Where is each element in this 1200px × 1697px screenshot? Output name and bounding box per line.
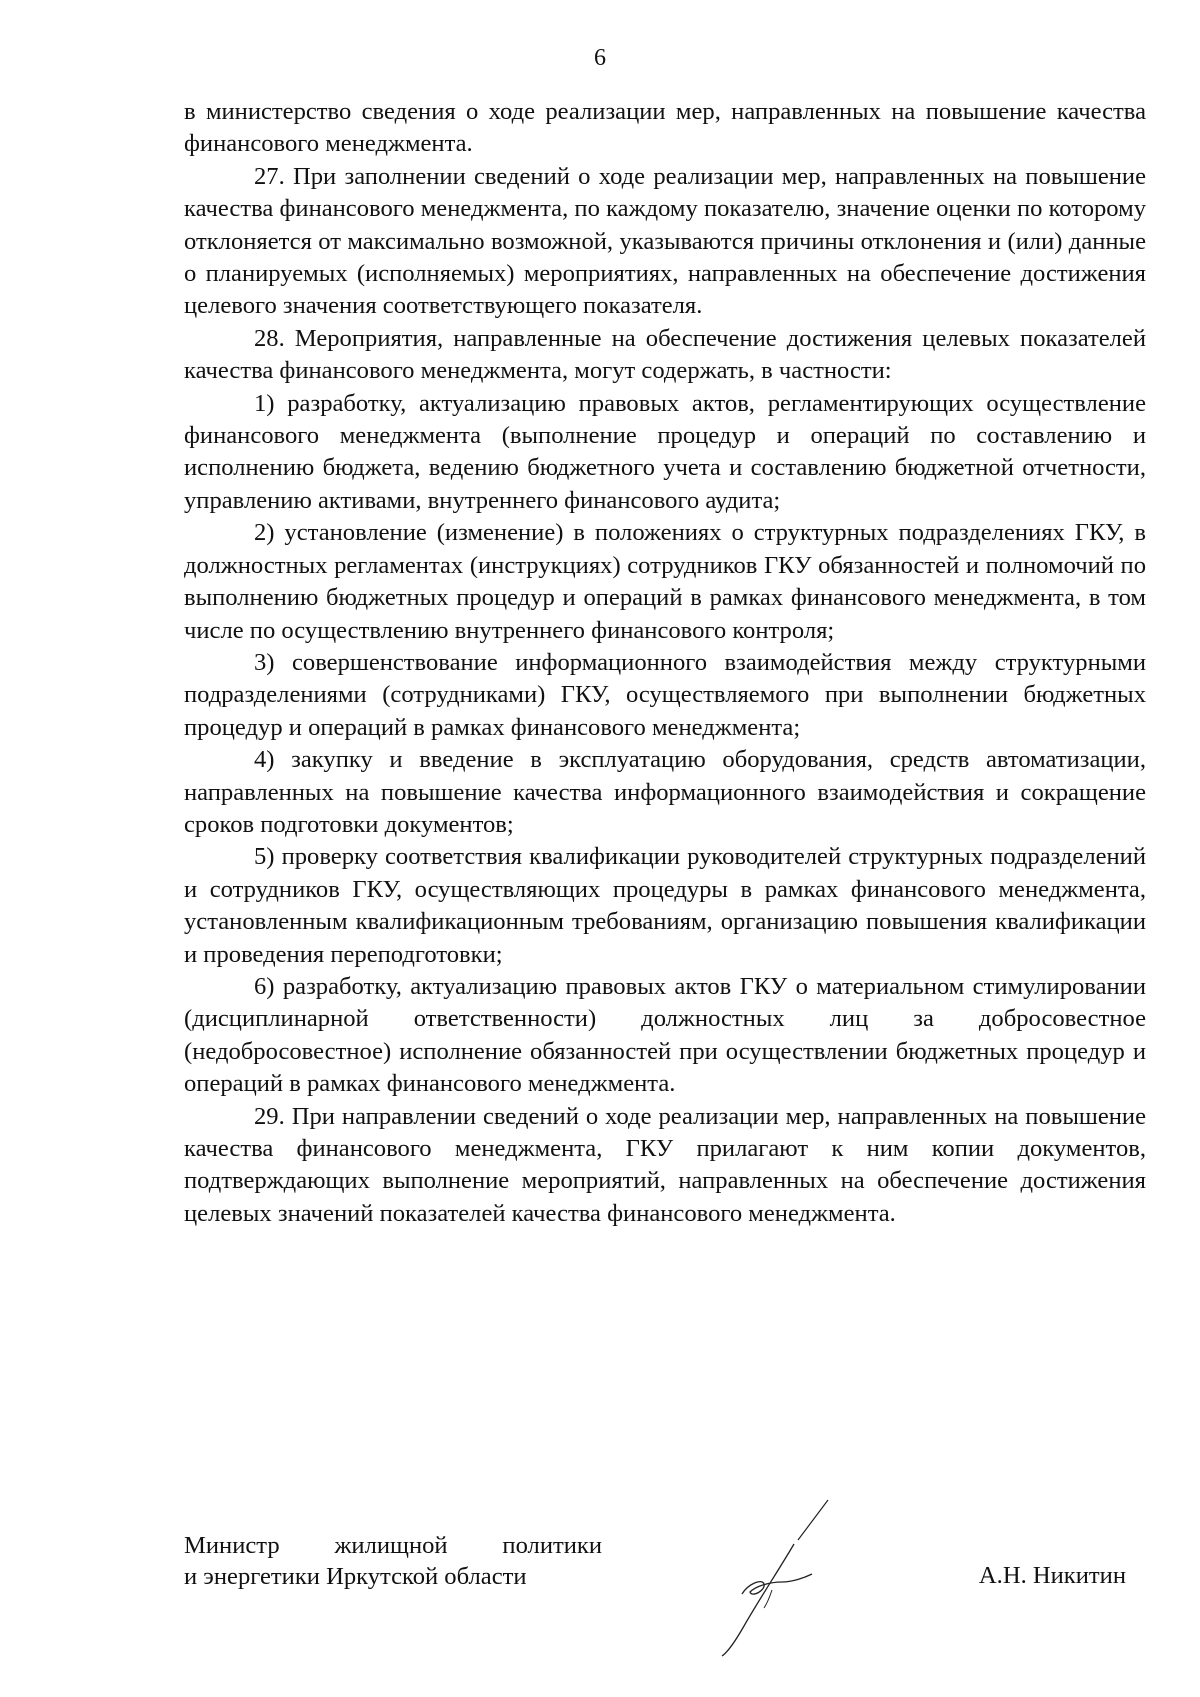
signatory-position xyxy=(184,1530,602,1592)
handwritten-signature xyxy=(700,1498,860,1658)
paragraph: в министерство сведения о ходе реализации мер, направленных на повышение качества финансового менеджмента. xyxy=(184,98,1146,158)
signatory-position-line1 xyxy=(184,1530,602,1561)
signatory-position-line2: и энергетики Иркутской области xyxy=(184,1563,527,1590)
list-item: 6) разработку, актуализацию правовых актов ГКУ о материальном стимулировании (дисциплинарной ответственности) должностных лиц за добросовестное (недобросовестное) исполнение обязанностей при осуществлении бюджетных процедур и операций в рамках финансового менеджмента. xyxy=(184,972,1146,1098)
position-word: политики xyxy=(502,1532,602,1559)
paragraph: 27. При заполнении сведений о ходе реализации мер, направленных на повышение качества финансового менеджмента, по каждому показателю, значение оценки по которому отклоняется от максимально возможной, указываются причины отклонения и (или) данные о планируемых (исполняемых) мероприятиях, направленных на обеспечение достижения целевого значения соответствующего показателя. xyxy=(184,162,1146,320)
document-body xyxy=(184,96,1146,1230)
list-item: 4) закупку и введение в эксплуатацию оборудования, средств автоматизации, направленных на повышение качества информационного взаимодействия и сокращение сроков подготовки документов; xyxy=(184,746,1146,838)
page-number: 6 xyxy=(594,45,606,71)
list-item: 3) совершенствование информационного взаимодействия между структурными подразделениями (сотрудниками) ГКУ, осуществляемого при выполнении бюджетных процедур и операций в рамках финансового менеджмента; xyxy=(184,648,1146,741)
list-item: 1) разработку, актуализацию правовых актов, регламентирующих осуществление финансового менеджмента (выполнение процедур и операций по составлению и исполнению бюджета, ведению бюджетного учета и составлению бюджетной отчетности, управлению активами, внутреннего финансового аудита; xyxy=(184,389,1146,514)
list-item: 2) установление (изменение) в положениях о структурных подразделениях ГКУ, в должностных регламентах (инструкциях) сотрудников ГКУ обязанностей и полномочий по выполнению бюджетных процедур и операций в рамках финансового менеджмента, в том числе по осуществлению внутреннего финансового контроля; xyxy=(184,519,1146,644)
paragraph: 28. Мероприятия, направленные на обеспечение достижения целевых показателей качества финансового менеджмента, могут содержать, в частности: xyxy=(184,324,1146,385)
position-word: Министр xyxy=(184,1532,280,1559)
signatory-name: А.Н. Никитин xyxy=(978,1562,1126,1589)
list-item: 5) проверку соответствия квалификации руководителей структурных подразделений и сотрудников ГКУ, осуществляющих процедуры в рамках финансового менеджмента, установленным квалификационным требованиям, организацию повышения квалификации и проведения переподготовки; xyxy=(184,843,1146,968)
paragraph: 29. При направлении сведений о ходе реализации мер, направленных на повышение качества финансового менеджмента, ГКУ прилагают к ним копии документов, подтверждающих выполнение мероприятий, направленных на обеспечение достижения целевых значений показателей качества финансового менеджмента. xyxy=(184,1102,1146,1227)
position-word: жилищной xyxy=(334,1532,448,1559)
